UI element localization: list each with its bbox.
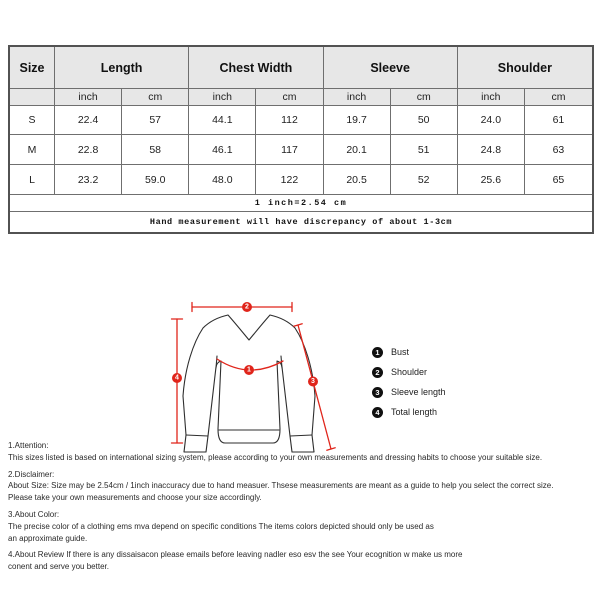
- table-cell: 112: [256, 106, 323, 135]
- note-heading: 1.Attention:: [8, 441, 49, 450]
- circled-number-icon: 3: [372, 387, 383, 398]
- note-text: About Size: Size may be 2.54cm / 1inch inaccuracy due to hand measuer. Thsese measurements are meant as a guide to help you select the correct size.: [8, 481, 554, 491]
- note-about-review: [8, 549, 598, 573]
- unit-header-inch: inch: [324, 89, 391, 106]
- legend-label: Shoulder: [391, 367, 428, 377]
- table-cell: 63: [525, 135, 592, 165]
- note-text: an approximate guide.: [8, 533, 88, 543]
- legend-item-shoulder: [372, 362, 446, 382]
- legend-item-sleeve-length: [372, 382, 446, 402]
- note-attention: [8, 440, 598, 464]
- legend-label: Sleeve length: [391, 387, 446, 397]
- note-about-color: [8, 509, 598, 544]
- circled-number-icon: 4: [372, 407, 383, 418]
- unit-header-cm: cm: [122, 89, 189, 106]
- note-text: Please take your own measurements and choose your size accordingly.: [8, 493, 262, 503]
- table-cell: 61: [525, 106, 592, 135]
- table-cell: 57: [122, 106, 189, 135]
- svg-text:1: 1: [247, 366, 251, 374]
- table-cell: 58: [122, 135, 189, 165]
- marker-bust: [244, 365, 254, 375]
- hand-measurement-note: Hand measurement will have discrepancy of about 1-3cm: [149, 217, 453, 227]
- table-cell: 20.1: [324, 135, 391, 165]
- column-header-length: Length: [55, 47, 189, 89]
- legend-item-total-length: [372, 402, 446, 422]
- inch-conversion-note: 1 inch=2.54 cm: [10, 195, 592, 212]
- sweater-outline: [183, 315, 315, 452]
- legend-label: Total length: [391, 407, 438, 417]
- unit-header-cm: cm: [256, 89, 323, 106]
- circled-number-icon: 1: [372, 347, 383, 358]
- unit-header-blank: [10, 89, 55, 106]
- table-cell: 51: [391, 135, 458, 165]
- note-heading: 3.About Color:: [8, 509, 60, 519]
- table-cell: 46.1: [189, 135, 256, 165]
- note-heading: 2.Disclaimer:: [8, 469, 55, 479]
- marker-shoulder: [242, 302, 252, 312]
- size-label-cell: M: [10, 135, 55, 165]
- measurement-legend: [372, 342, 446, 422]
- unit-header-cm: cm: [525, 89, 592, 106]
- table-cell: 52: [391, 165, 458, 195]
- sizing-notes: [8, 440, 598, 578]
- table-cell: 117: [256, 135, 323, 165]
- table-cell: 25.6: [458, 165, 525, 195]
- column-header-size: Size: [10, 47, 55, 89]
- circled-number-icon: 2: [372, 367, 383, 378]
- note-disclaimer: [8, 469, 598, 504]
- marker-total-length: [172, 373, 182, 383]
- svg-text:2: 2: [245, 303, 249, 311]
- column-header-chest-width: Chest Width: [189, 47, 323, 89]
- table-cell: 22.4: [55, 106, 122, 135]
- table-cell: 22.8: [55, 135, 122, 165]
- note-text: This sizes listed is based on international sizing system, please according to your own measurements and dressing habits to choose your suitable size.: [8, 452, 543, 462]
- unit-header-cm: cm: [391, 89, 458, 106]
- size-chart-table: [8, 45, 594, 234]
- note-text: 4.About Review If there is any dissaisacon please emails before leaving nadler eso esv the see Your ecognition w make us more: [8, 550, 463, 560]
- svg-text:4: 4: [175, 374, 179, 382]
- table-cell: 50: [391, 106, 458, 135]
- size-label-cell: L: [10, 165, 55, 195]
- table-cell: 23.2: [55, 165, 122, 195]
- unit-header-inch: inch: [55, 89, 122, 106]
- legend-label: Bust: [391, 347, 410, 357]
- table-cell: 48.0: [189, 165, 256, 195]
- table-cell: 59.0: [122, 165, 189, 195]
- table-cell: 20.5: [324, 165, 391, 195]
- size-label-cell: S: [10, 106, 55, 135]
- table-cell: 65: [525, 165, 592, 195]
- column-header-sleeve: Sleeve: [324, 47, 458, 89]
- svg-text:3: 3: [311, 378, 315, 385]
- note-text: The precise color of a clothing ems mva depend on specific conditions The items colors depicted should only be used as: [8, 521, 434, 531]
- note-text: conent and serve you better.: [8, 562, 109, 572]
- column-header-shoulder: Shoulder: [458, 47, 592, 89]
- table-cell: 122: [256, 165, 323, 195]
- legend-item-bust: [372, 342, 446, 362]
- table-cell: 19.7: [324, 106, 391, 135]
- unit-header-inch: inch: [458, 89, 525, 106]
- unit-header-inch: inch: [189, 89, 256, 106]
- table-cell: 24.8: [458, 135, 525, 165]
- marker-sleeve: [308, 377, 318, 387]
- table-cell: 24.0: [458, 106, 525, 135]
- table-cell: 44.1: [189, 106, 256, 135]
